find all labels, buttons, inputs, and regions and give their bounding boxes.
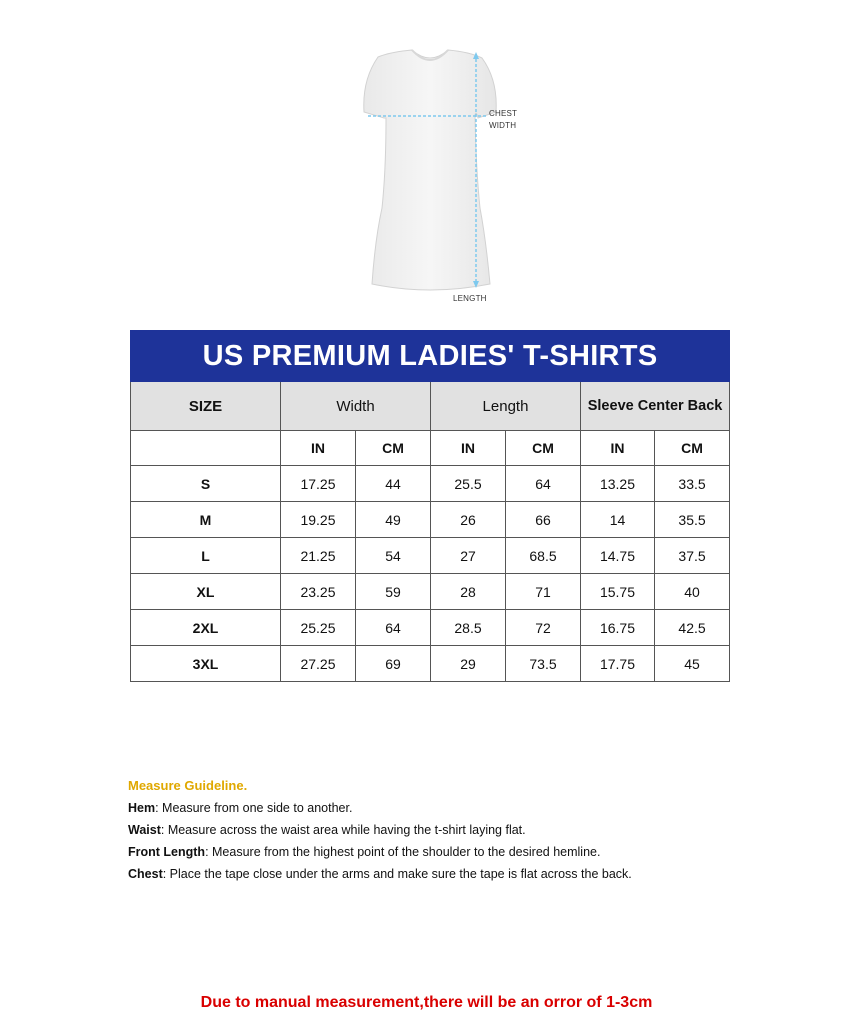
table-cell: 71 — [506, 574, 581, 610]
unit-empty-cell — [131, 431, 281, 466]
chest-width-label: CHEST WIDTH — [489, 109, 517, 130]
size-table — [130, 330, 730, 682]
table-cell: 19.25 — [281, 502, 356, 538]
length-label: LENGTH — [453, 294, 487, 303]
size-cell: 3XL — [131, 646, 281, 682]
table-cell: 23.25 — [281, 574, 356, 610]
table-cell: 42.5 — [655, 610, 730, 646]
table-cell: 54 — [356, 538, 431, 574]
size-chart — [130, 330, 729, 682]
table-row — [131, 466, 730, 502]
size-cell: XL — [131, 574, 281, 610]
unit-cell: IN — [431, 431, 506, 466]
table-cell: 28.5 — [431, 610, 506, 646]
table-cell: 73.5 — [506, 646, 581, 682]
table-cell: 29 — [431, 646, 506, 682]
table-row — [131, 574, 730, 610]
table-cell: 17.75 — [581, 646, 655, 682]
guideline-item-front-length — [128, 841, 768, 863]
header-width: Width — [281, 382, 431, 431]
size-cell: M — [131, 502, 281, 538]
size-cell: L — [131, 538, 281, 574]
guideline-term: Hem — [128, 801, 156, 815]
unit-cell: IN — [581, 431, 655, 466]
table-cell: 40 — [655, 574, 730, 610]
table-cell: 66 — [506, 502, 581, 538]
size-cell: S — [131, 466, 281, 502]
unit-cell: CM — [506, 431, 581, 466]
table-cell: 72 — [506, 610, 581, 646]
table-cell: 16.75 — [581, 610, 655, 646]
table-cell: 26 — [431, 502, 506, 538]
table-cell: 17.25 — [281, 466, 356, 502]
guideline-text: : Measure across the waist area while having the t-shirt laying flat. — [160, 823, 526, 837]
table-cell: 49 — [356, 502, 431, 538]
table-cell: 21.25 — [281, 538, 356, 574]
guideline-text: : Measure from one side to another. — [155, 801, 353, 815]
measure-guideline — [128, 775, 768, 885]
unit-row — [131, 431, 730, 466]
table-cell: 14.75 — [581, 538, 655, 574]
table-row — [131, 646, 730, 682]
unit-cell: CM — [356, 431, 431, 466]
header-length: Length — [431, 382, 581, 431]
table-cell: 25.25 — [281, 610, 356, 646]
guideline-text: : Place the tape close under the arms and make sure the tape is flat across the back. — [162, 867, 632, 881]
table-cell: 13.25 — [581, 466, 655, 502]
table-cell: 64 — [506, 466, 581, 502]
table-cell: 25.5 — [431, 466, 506, 502]
table-cell: 28 — [431, 574, 506, 610]
table-cell: 64 — [356, 610, 431, 646]
table-cell: 68.5 — [506, 538, 581, 574]
header-sleeve-center-back: Sleeve Center Back — [581, 382, 730, 431]
table-row — [131, 610, 730, 646]
guideline-term: Waist — [128, 823, 161, 837]
table-title-row — [131, 331, 730, 382]
tshirt-illustration — [320, 40, 540, 310]
table-header-row — [131, 382, 730, 431]
table-cell: 14 — [581, 502, 655, 538]
table-row — [131, 538, 730, 574]
table-row — [131, 502, 730, 538]
header-size: SIZE — [131, 382, 281, 431]
guideline-term: Front Length — [128, 845, 206, 859]
table-cell: 37.5 — [655, 538, 730, 574]
table-cell: 33.5 — [655, 466, 730, 502]
table-cell: 45 — [655, 646, 730, 682]
table-cell: 35.5 — [655, 502, 730, 538]
guideline-item-chest — [128, 863, 768, 885]
size-cell: 2XL — [131, 610, 281, 646]
table-cell: 59 — [356, 574, 431, 610]
measurement-disclaimer: Due to manual measurement,there will be an orror of 1-3cm — [200, 994, 653, 1011]
table-title: US PREMIUM LADIES' T-SHIRTS — [131, 331, 730, 382]
tshirt-diagram — [320, 40, 540, 310]
table-cell: 27.25 — [281, 646, 356, 682]
unit-cell: CM — [655, 431, 730, 466]
guideline-term: Chest — [128, 867, 163, 881]
table-cell: 27 — [431, 538, 506, 574]
guideline-text: : Measure from the highest point of the shoulder to the desired hemline. — [205, 845, 601, 859]
guideline-item-hem — [128, 797, 768, 819]
guideline-title: Measure Guideline. — [128, 778, 248, 793]
table-cell: 15.75 — [581, 574, 655, 610]
table-cell: 69 — [356, 646, 431, 682]
table-cell: 44 — [356, 466, 431, 502]
unit-cell: IN — [281, 431, 356, 466]
guideline-item-waist — [128, 819, 768, 841]
